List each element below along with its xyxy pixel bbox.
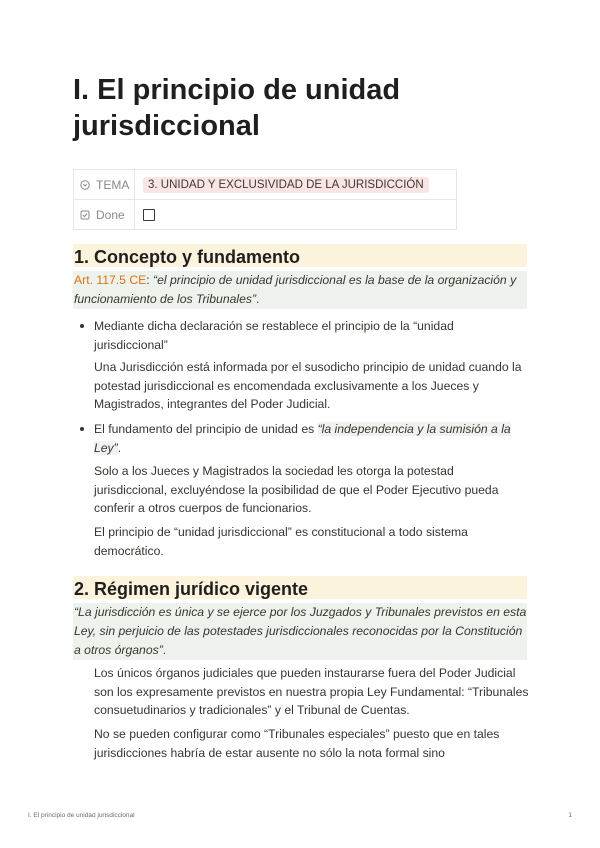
- page-title: I. El principio de unidad jurisdiccional: [73, 74, 401, 142]
- checkbox-icon: [80, 210, 90, 220]
- property-value-done: [135, 200, 457, 229]
- article-reference-link[interactable]: Art. 117.5 CE: [74, 273, 147, 287]
- properties-table: [73, 169, 457, 230]
- property-key-tema: [73, 170, 135, 199]
- bullet-dot: [80, 324, 84, 328]
- quote-block-ley: [73, 603, 527, 660]
- bullet-dot: [80, 427, 84, 431]
- quote-text: “La jurisdicción es única y se ejerce por los Juzgados y Tribunales previstos en esta Ley, sin perjuicio de las potestades jurisdiccionales reconocidas por la Constitución a otros órganos”: [74, 605, 527, 657]
- paragraph: Una Jurisdicción está informada por el susodicho principio de unidad cuando la potestad jurisdiccional es encomendada exclusivamente a los Jueces y Magistrados, integrantes del Poder Judicial.: [94, 360, 522, 411]
- quote-end: .: [162, 643, 167, 657]
- highlighted-quote: “la independencia y la sumisión a la Ley”: [94, 422, 511, 455]
- circle-chevron-icon: [80, 180, 90, 190]
- quote-separator: :: [146, 273, 154, 287]
- section-heading-regimen: 2. Régimen jurídico vigente: [73, 576, 527, 599]
- page-number: 1: [568, 812, 572, 819]
- done-checkbox[interactable]: [143, 209, 155, 221]
- paragraph: El principio de “unidad jurisdiccional” es constitucional a todo sistema democrático.: [94, 525, 468, 558]
- list-item: [80, 317, 520, 354]
- quote-block-art-117: [73, 271, 527, 309]
- property-label-tema: TEMA: [96, 177, 130, 192]
- bullet-text: Mediante dicha declaración se restablece el principio de la “unidad jurisdiccional”: [94, 319, 454, 352]
- property-row-tema: [73, 170, 457, 199]
- bullet-text: [94, 420, 520, 457]
- quote-text: “el principio de unidad jurisdiccional es la base de la organización y funcionamiento de los Tribunales”: [74, 273, 517, 306]
- bullet-text-end: .: [117, 440, 122, 455]
- list-item: [80, 420, 520, 457]
- tema-tag[interactable]: 3. UNIDAD Y EXCLUSIVIDAD DE LA JURISDICCIÓN: [143, 177, 429, 193]
- footer-title: I. El principio de unidad jurisdiccional: [28, 812, 135, 819]
- page-footer: [28, 812, 572, 819]
- property-row-done: [73, 199, 457, 229]
- bullet-text-start: El fundamento del principio de unidad es: [94, 422, 318, 436]
- property-label-done: Done: [96, 207, 125, 222]
- property-key-done: [73, 200, 135, 229]
- quote-end: .: [256, 292, 260, 306]
- section-heading-concepto: 1. Concepto y fundamento: [73, 244, 527, 267]
- paragraph: Solo a los Jueces y Magistrados la sociedad les otorga la potestad jurisdiccional, excluyéndose la posibilidad de que el Poder Ejecutivo pueda conferir a otros cuerpos de funcionarios.: [94, 464, 499, 515]
- paragraph: No se pueden configurar como “Tribunales especiales” puesto que en tales jurisdicciones habría de estar ausente no sólo la nota formal sino: [94, 727, 500, 760]
- property-value-tema[interactable]: [135, 170, 457, 199]
- paragraph: Los únicos órganos judiciales que pueden instaurarse fuera del Poder Judicial son los expresamente previstos en nuestra propia Ley Fundamental: “Tribunales consuetudinarios y tradicionales” y el Tribunal de Cuentas.: [94, 666, 529, 717]
